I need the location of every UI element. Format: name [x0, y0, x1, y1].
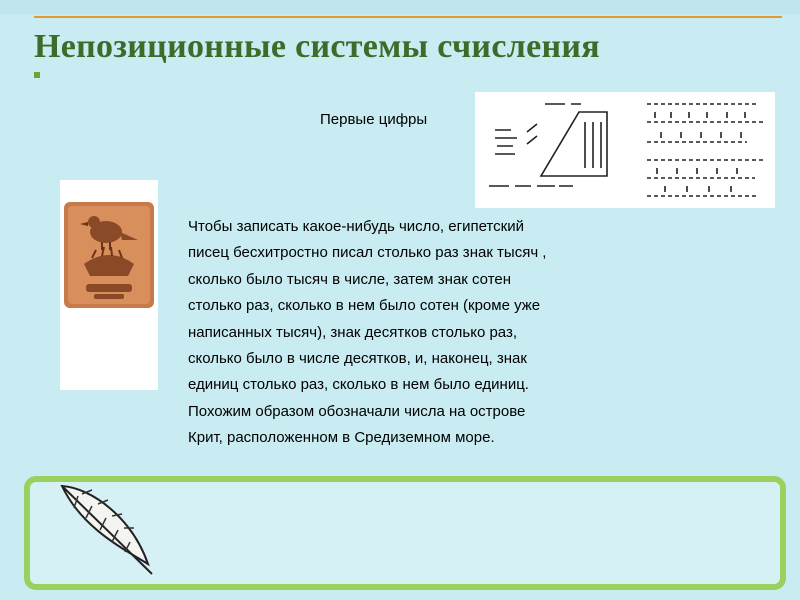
- top-stripe: [0, 0, 800, 14]
- body-line: сколько было в числе десятков, и, наконец, знак: [188, 350, 527, 368]
- body-line: столько раз, сколько в нем было сотен (кроме уже: [188, 297, 541, 315]
- subtitle-first-numerals: Первые цифры: [320, 111, 428, 128]
- title-rule-green: [34, 72, 40, 78]
- body-line: Похожим образом обозначали числа на острове: [188, 402, 526, 420]
- body-line: единиц столько раз, сколько в нем было единиц.: [188, 376, 529, 394]
- body-line: написанных тысяч), знак десятков столько раз,: [188, 323, 518, 341]
- egyptian-numerals-image: [475, 92, 775, 208]
- body-line: Крит, расположенном в Средиземном море.: [188, 429, 495, 447]
- numerals-drawing: [475, 92, 775, 208]
- hieroglyph-panel: [60, 180, 158, 390]
- body-line: Чтобы записать какое-нибудь число, египетский: [188, 218, 524, 235]
- body-line: писец бесхитростно писал столько раз знак тысяч ,: [188, 244, 547, 262]
- feather-icon: [52, 478, 162, 578]
- hieroglyph-tile-image: [64, 202, 154, 308]
- slide-title: Непозиционные системы счисления: [34, 28, 600, 65]
- title-rule-orange: [34, 16, 782, 18]
- body-paragraph: [188, 214, 688, 452]
- body-line: сколько было тысяч в числе, затем знак сотен: [188, 270, 512, 288]
